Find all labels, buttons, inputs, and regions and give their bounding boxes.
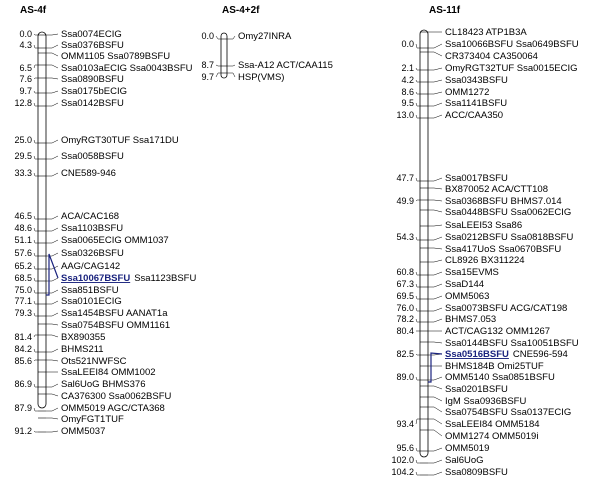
marker-connector: [46, 266, 58, 269]
marker-connector: [46, 278, 58, 281]
marker-connector: [46, 394, 58, 396]
marker-position: 4.2: [401, 75, 414, 85]
marker-label: BHMS211: [61, 344, 104, 355]
marker-connector: [428, 115, 442, 118]
position-connector: [216, 65, 221, 66]
position-connector: [34, 349, 38, 352]
marker-position: 86.9: [14, 379, 32, 389]
marker-position: 9.5: [401, 98, 414, 108]
marker-position: 29.5: [14, 151, 32, 161]
marker-label: Sal6UoG: [445, 455, 484, 466]
marker-connector: [227, 36, 235, 39]
position-connector: [34, 91, 38, 93]
marker-connector: [428, 237, 442, 240]
marker-position: 77.1: [14, 296, 32, 306]
marker-position: 68.5: [14, 273, 32, 283]
marker-label: Ssa0368BSFU BHMS7.014: [445, 196, 562, 207]
position-connector: [416, 80, 420, 82]
position-connector: [416, 115, 420, 118]
marker-connector: [46, 408, 58, 411]
marker-label: Ssa0448BSFU Ssa0062ECIG: [445, 207, 572, 218]
marker-connector: [46, 228, 58, 231]
marker-position: 4.3: [19, 40, 32, 50]
marker-connector: [428, 80, 442, 82]
marker-label: ACC/CAA350: [445, 110, 504, 121]
position-connector: [34, 335, 38, 337]
chromosome-bar: [38, 32, 46, 408]
marker-connector: [46, 240, 58, 243]
marker-label: CA376300 Ssa0062BSFU: [61, 391, 172, 402]
marker-position: 0.0: [201, 31, 214, 41]
position-connector: [34, 408, 38, 411]
position-connector: [416, 178, 420, 181]
position-connector: [34, 173, 38, 176]
marker-label: SsaLEEI53 Ssa86: [445, 220, 523, 231]
marker-label: Ssa0754BSFU OMM1161: [61, 320, 171, 331]
marker-label: Ssa0074ECIG: [61, 29, 122, 40]
marker-connector: [428, 248, 442, 249]
position-connector: [416, 377, 420, 380]
marker-label: OMM1274 OMM5019i: [445, 431, 539, 442]
marker-label: Ssa1454BSFU AANAT1a: [61, 308, 168, 319]
marker-position: 78.2: [396, 314, 414, 324]
marker-connector: [428, 419, 442, 424]
position-connector: [34, 253, 38, 256]
marker-label: SsaD144: [445, 279, 485, 290]
position-connector: [216, 73, 221, 77]
marker-label: OmyRGT32TUF Ssa0015ECIG: [445, 63, 578, 74]
linkage-group-title: AS-11f: [429, 5, 461, 16]
marker-label: Omy27INRA: [238, 31, 292, 42]
marker-position: 81.4: [14, 332, 32, 342]
marker-label: Ssa10066BSFU Ssa0649BSFU: [445, 39, 579, 50]
marker-connector: [227, 65, 235, 66]
marker-connector: [227, 73, 235, 77]
marker-label: CR373404 CA350064: [445, 51, 538, 62]
marker-connector: [46, 34, 58, 35]
position-connector: [34, 313, 38, 316]
marker-position: 89.0: [396, 372, 414, 382]
marker-connector: [46, 360, 58, 361]
marker-label: Ssa0017BSFU: [445, 173, 508, 184]
marker-position: 87.9: [14, 403, 32, 413]
marker-label: Ssa0073BSFU ACG/CAT198: [445, 303, 568, 314]
marker-connector: [46, 301, 58, 304]
marker-label: BHMS184B Omi25TUF: [445, 361, 544, 372]
position-connector: [416, 68, 420, 70]
marker-position: 9.7: [201, 72, 214, 82]
marker-connector: [428, 460, 442, 463]
marker-label: Ssa1103BSFU: [61, 223, 124, 234]
marker-connector: [428, 342, 442, 343]
position-connector: [34, 103, 38, 106]
marker-position: 95.6: [396, 443, 414, 453]
position-connector: [34, 78, 38, 79]
chromosome-bar: [221, 33, 227, 78]
marker-position: 57.6: [14, 248, 32, 258]
marker-connector: [46, 384, 58, 387]
marker-position: 51.1: [14, 235, 32, 245]
marker-connector: [428, 296, 442, 299]
position-connector: [34, 360, 38, 361]
marker-connector: [46, 349, 58, 352]
marker-connector: [46, 45, 58, 48]
marker-connector: [46, 431, 58, 432]
position-connector: [34, 384, 38, 387]
marker-label: BHMS7.053: [445, 314, 497, 325]
marker-label: Sal6UoG BHMS376: [61, 379, 146, 390]
marker-position: 25.0: [14, 135, 32, 145]
marker-label: CL8926 BX311224: [445, 255, 525, 266]
marker-connector: [428, 272, 442, 275]
marker-connector: [428, 178, 442, 181]
position-connector: [416, 237, 420, 240]
marker-connector: [428, 92, 442, 94]
highlighted-marker-label: Ssa10067BSFU: [61, 273, 131, 284]
marker-position: 0.0: [19, 29, 32, 39]
marker-label: OMM5140 Ssa0851BSFU: [445, 372, 555, 383]
position-connector: [416, 419, 420, 424]
position-connector: [34, 65, 38, 68]
linkage-group-title: AS-4+2f: [222, 5, 260, 16]
position-connector: [416, 200, 420, 201]
position-connector: [416, 308, 420, 311]
marker-connector: [46, 173, 58, 176]
position-connector: [416, 460, 420, 463]
marker-position: 102.0: [391, 455, 414, 465]
position-connector: [416, 272, 420, 275]
marker-label: Ssa-A12 ACT/CAA115: [238, 60, 333, 71]
marker-position: 65.2: [14, 261, 32, 271]
marker-position: 0.0: [401, 39, 414, 49]
position-connector: [34, 301, 38, 304]
marker-connector: [46, 216, 58, 219]
position-connector: [416, 92, 420, 94]
marker-position: 84.2: [14, 344, 32, 354]
marker-label: Ssa851BSFU: [61, 285, 119, 296]
marker-connector: [428, 448, 442, 451]
marker-label: Ssa0326BSFU: [61, 248, 124, 259]
marker-label: ACT/CAG132 OMM1267: [445, 326, 551, 337]
marker-position: 12.8: [14, 98, 32, 108]
marker-connector: [46, 313, 58, 316]
marker-label: OmyFGT1TUF: [61, 414, 124, 425]
marker-position: 82.5: [396, 349, 414, 359]
position-connector: [416, 472, 420, 475]
marker-label: OMM5019: [445, 443, 490, 454]
marker-position: 75.0: [14, 285, 32, 295]
marker-label: Ssa0890BSFU: [61, 74, 124, 85]
marker-label: SsaLEEI84 OMM5184: [445, 419, 540, 430]
position-connector: [34, 431, 38, 432]
position-connector: [34, 240, 38, 243]
marker-label: CNE589-946: [61, 168, 116, 179]
marker-connector: [46, 418, 58, 419]
marker-label: OmyRGT30TUF Ssa171DU: [61, 135, 179, 146]
marker-position: 91.2: [14, 426, 32, 436]
linkage-group-title: AS-4f: [20, 5, 47, 16]
position-connector: [34, 290, 38, 293]
position-connector: [416, 44, 420, 48]
qtl-bracket: [46, 254, 58, 295]
marker-connector: [428, 377, 442, 380]
marker-position: 54.3: [396, 232, 414, 242]
marker-connector: [46, 335, 58, 337]
marker-label: Ssa0809BSFU: [445, 467, 508, 478]
marker-label: Ssa0201BSFU: [445, 384, 508, 395]
marker-connector: [428, 397, 442, 401]
marker-connector: [428, 386, 442, 389]
marker-position: 67.3: [396, 279, 414, 289]
marker-label: IgM Ssa0936BSFU: [445, 396, 527, 407]
marker-connector: [428, 188, 442, 189]
marker-label: OMM5037: [61, 426, 106, 437]
marker-label: HSP(VMS): [238, 72, 285, 83]
marker-label: CNE596-594: [512, 349, 568, 360]
marker-position: 46.5: [14, 211, 32, 221]
marker-label: Ssa0175bECIG: [61, 86, 128, 97]
marker-position: 93.4: [396, 419, 414, 429]
marker-connector: [428, 200, 442, 201]
marker-label: Ssa15EVMS: [445, 267, 499, 278]
marker-label: SsaLEEI84 OMM1002: [61, 367, 156, 378]
marker-position: 13.0: [396, 110, 414, 120]
marker-position: 7.6: [19, 74, 32, 84]
marker-label: Ssa1123BSFU: [134, 273, 197, 284]
marker-connector: [46, 324, 58, 325]
marker-label: Ssa0142BSFU: [61, 98, 124, 109]
position-connector: [416, 354, 420, 355]
marker-position: 6.5: [19, 63, 32, 73]
marker-label: OMM5019 AGC/CTA368: [61, 403, 165, 414]
marker-label: Ssa0212BSFU Ssa0818BSFU: [445, 232, 574, 243]
marker-connector: [428, 430, 442, 436]
marker-label: AAG/CAG142: [61, 261, 121, 272]
marker-label: Ssa0144BSFU Ssa10051BSFU: [445, 338, 579, 349]
marker-connector: [46, 140, 58, 143]
marker-connector: [428, 260, 442, 262]
position-connector: [416, 103, 420, 106]
marker-position: 47.7: [396, 173, 414, 183]
marker-connector: [46, 78, 58, 79]
marker-label: OMM1105 Ssa0789BSFU: [61, 51, 171, 62]
marker-connector: [46, 65, 58, 68]
position-connector: [34, 156, 38, 159]
marker-position: 69.5: [396, 291, 414, 301]
marker-label: Ssa0058BSFU: [61, 151, 124, 162]
position-connector: [216, 36, 221, 39]
marker-connector: [428, 319, 442, 322]
position-connector: [34, 34, 38, 35]
highlighted-marker-label: Ssa0516BSFU: [445, 349, 509, 360]
marker-connector: [428, 44, 442, 48]
marker-position: 33.3: [14, 168, 32, 178]
marker-connector: [428, 225, 442, 226]
marker-label: Ssa0103aECIG Ssa0043BSFU: [61, 63, 193, 74]
position-connector: [34, 216, 38, 219]
marker-position: 76.0: [396, 303, 414, 313]
position-connector: [34, 45, 38, 48]
marker-position: 104.2: [391, 467, 414, 477]
marker-connector: [428, 472, 442, 475]
position-connector: [416, 319, 420, 322]
marker-label: BX870052 ACA/CTT108: [445, 184, 548, 195]
marker-position: 9.7: [19, 86, 32, 96]
position-connector: [34, 278, 38, 281]
marker-label: OMM5063: [445, 291, 490, 302]
marker-position: 8.7: [201, 60, 214, 70]
marker-connector: [428, 52, 442, 56]
marker-connector: [428, 103, 442, 106]
marker-label: Ssa0343BSFU: [445, 75, 508, 86]
marker-label: CL18423 ATP1B3A: [445, 27, 527, 38]
marker-connector: [428, 68, 442, 70]
marker-label: Ssa0376BSFU: [61, 40, 124, 51]
position-connector: [34, 140, 38, 143]
marker-label: Ssa1141BSFU: [445, 98, 508, 109]
marker-label: Ots521NWFSC: [61, 356, 127, 367]
marker-label: OMM1272: [445, 87, 490, 98]
position-connector: [34, 228, 38, 231]
marker-position: 79.3: [14, 308, 32, 318]
position-connector: [34, 266, 38, 269]
marker-label: Ssa417UoS Ssa0670BSFU: [445, 244, 562, 255]
marker-position: 80.4: [396, 326, 414, 336]
marker-position: 85.6: [14, 356, 32, 366]
marker-connector: [46, 103, 58, 106]
marker-label: Ssa0754BSFU Ssa0137ECIG: [445, 407, 572, 418]
marker-position: 49.9: [396, 196, 414, 206]
marker-label: Ssa0101ECIG: [61, 296, 122, 307]
marker-connector: [46, 290, 58, 293]
marker-position: 60.8: [396, 267, 414, 277]
marker-label: BX890355: [61, 332, 106, 343]
position-connector: [416, 448, 420, 451]
marker-position: 2.1: [401, 63, 414, 73]
marker-connector: [428, 210, 442, 212]
marker-connector: [46, 253, 58, 256]
marker-position: 48.6: [14, 223, 32, 233]
marker-connector: [428, 308, 442, 311]
position-connector: [416, 296, 420, 299]
marker-position: 8.6: [401, 87, 414, 97]
marker-connector: [428, 284, 442, 287]
marker-connector: [428, 407, 442, 412]
marker-connector: [46, 156, 58, 159]
marker-connector: [46, 91, 58, 93]
marker-connector: [46, 53, 58, 56]
position-connector: [416, 284, 420, 287]
marker-label: Ssa0065ECIG OMM1037: [61, 235, 169, 246]
marker-label: ACA/CAC168: [61, 211, 120, 222]
